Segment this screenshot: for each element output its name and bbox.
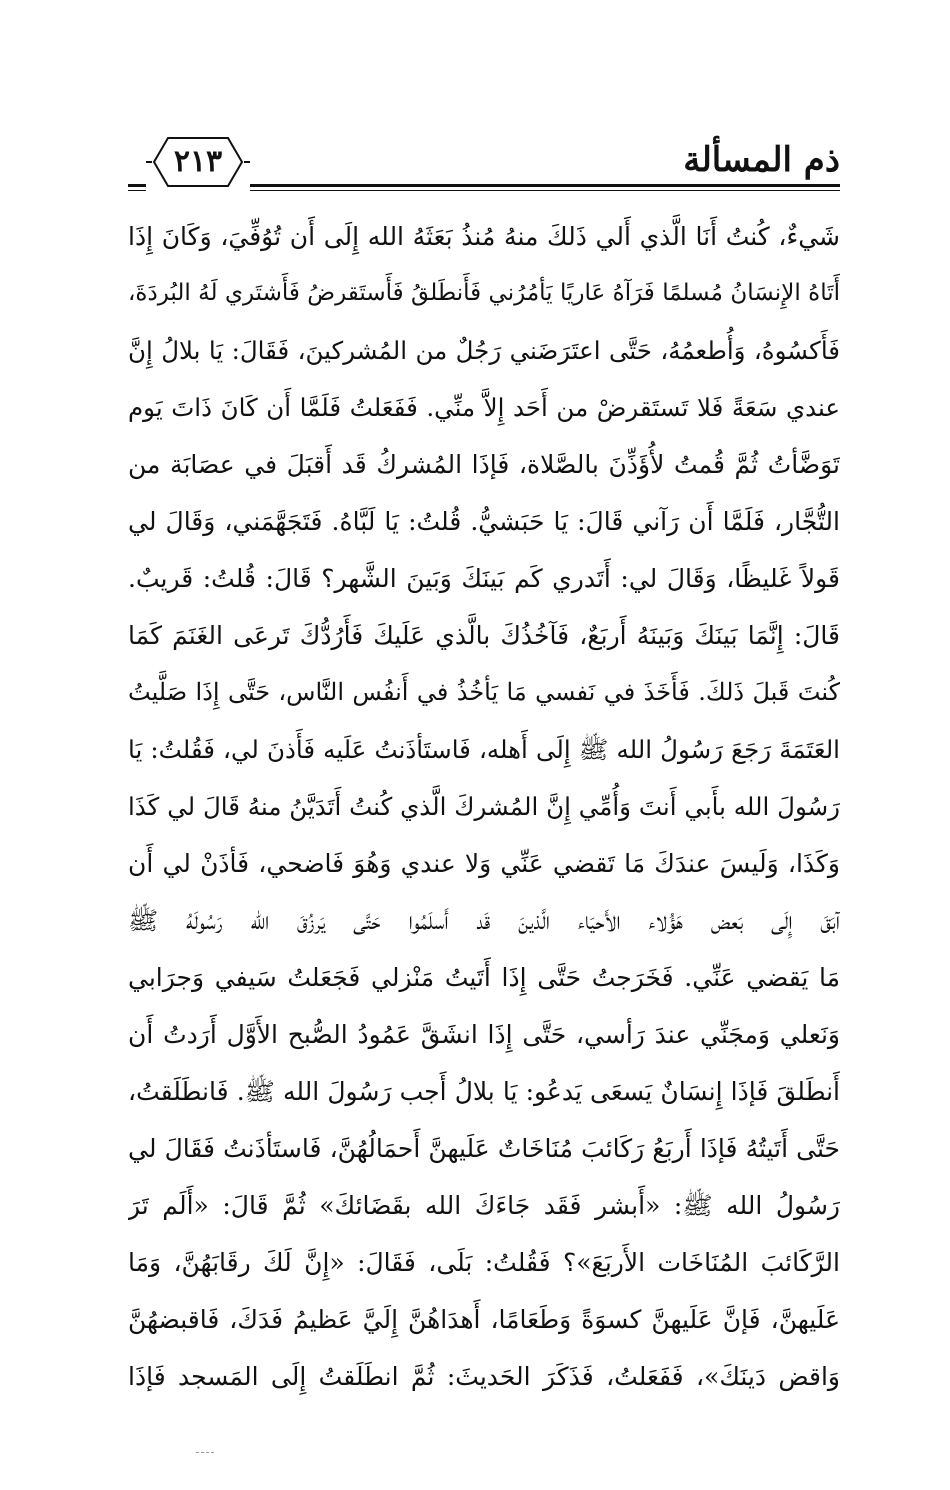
text-line: شَيءٌ، كُنتُ أَنَا الَّذي أَلي ذَلكَ منهُ مُنذُ بَعَثَهُ الله إِلَى أَن تُوُفِّيَ، وَكَانَ إِذَا <box>128 222 840 251</box>
text-line: رَسُولُ الله ﷺ: «أَبشر فَقَد جَاءَكَ الله بقَضَائكَ» ثُمَّ قَالَ: «أَلَم تَرَ <box>128 1191 840 1220</box>
text-line: حَتَّى أَتَيتُهُ فَإذَا أَربَعُ رَكَائبَ مُنَاخَاتٌ عَلَيهنَّ أَحمَالُهُنَّ، فَاستَأذَنتُ فَقَالَ لي <box>128 1134 840 1163</box>
text-line: عندي سَعَةً فَلا تَستَقرضْ من أَحَد إِلاَّ منِّي. فَفَعَلتُ فَلَمَّا أَن كَانَ ذَاتَ يَوم <box>128 393 840 422</box>
text-line: وَاقض دَينَكَ»، فَفَعَلتُ، فَذَكَرَ الحَديثَ: ثُمَّ انطَلَقتُ إِلَى المَسجد فَإذَا <box>128 1362 840 1391</box>
page-number-badge <box>146 132 250 192</box>
page-number: ٢١٣ <box>173 144 223 179</box>
running-title: ذم المسألة <box>683 140 840 180</box>
text-line: تَوَضَّأتُ ثُمَّ قُمتُ لأُؤَذِّنَ بالصَّلاة، فَإذَا المُشركُ قَد أَقبَلَ في عصَابَة من <box>128 450 840 479</box>
text-line: التُّجَّار، فَلَمَّا أَن رَآني قَالَ: يَا حَبَشيُّ. قُلتُ: يَا لَبَّاهُ. فَتَجَهَّمَني، وَقَالَ لي <box>128 507 840 536</box>
text-line: كُنتَ قَبلَ ذَلكَ. فَأَخَذَ في نَفسي مَا يَأخُذُ في أَنفُس النَّاس، حَتَّى إِذَا صَلَّيتُ <box>128 678 840 706</box>
scan-mark <box>196 1452 214 1453</box>
text-line: عَلَيهنَّ، فَإنَّ عَلَيهنَّ كسوَةً وَطَعَامًا، أَهدَاهُنَّ إِلَيَّ عَظيمُ فَدَكَ، فَاقبضهُنَّ <box>128 1305 840 1334</box>
text-line: وَكَذَا، وَلَيسَ عندَكَ مَا تَقضي عَنِّي وَلا عندي وَهُوَ فَاضحي، فَأذَنْ لي أَن <box>128 849 840 878</box>
text-line: الرَّكَائبَ المُنَاخَات الأَربَعَ»؟ فَقُلتُ: بَلَى، فَقَالَ: «إِنَّ لَكَ رقَابَهُنَّ، وَمَا <box>128 1248 840 1277</box>
text-line: فَأَكسُوهُ، وَأُطعمُهُ، حَتَّى اعتَرَضَني رَجُلٌ من المُشركينَ، فَقَالَ: يَا بلالُ إِنَّ <box>128 336 840 365</box>
text-line: قَولاً غَليظًا، وَقَالَ لي: أَتَدري كَم بَينَكَ وَبَينَ الشَّهر؟ قَالَ: قُلتُ: قَريبٌ. <box>128 564 840 593</box>
page-header <box>128 118 840 196</box>
body-text <box>128 208 840 1405</box>
text-line: قَالَ: إِنَّمَا بَينَكَ وَبَينَهُ أَربَعٌ، فَآخُذُكَ بالَّذي عَلَيكَ فَأَرُدُّكَ تَرعَى الغَنَمَ كَمَا <box>128 621 840 650</box>
text-line: رَسُولَ الله بأَبي أَنتَ وَأُمِّي إِنَّ المُشركَ الَّذي كُنتُ أَتَدَيَّنُ منهُ قَالَ لي كَذَا <box>128 792 840 821</box>
text-line: وَنَعلي وَمجَنِّي عندَ رَأسي، حَتَّى إِذَا انشَقَّ عَمُودُ الصُّبح الأَوَّل أَرَدتُ أَن <box>128 1020 840 1049</box>
text-line: أَنطَلقَ فَإذَا إِنسَانٌ يَسعَى يَدعُو: يَا بلالُ أَجب رَسُولَ الله ﷺ. فَانطَلَقتُ، <box>128 1077 840 1106</box>
text-line: العَتَمَةَ رَجَعَ رَسُولُ الله ﷺ إِلَى أَهله، فَاستَأذَنتُ عَلَيه فَأَذنَ لي، فَقُلتُ: يَا <box>128 735 840 764</box>
text-line: أَتَاهُ الإِنسَانُ مُسلمًا فَرَآهُ عَاريًا يَأمُرُني فَأَنطَلقُ فَأَستَقرضُ فَأَشتَري لَهُ البُردَةَ، <box>128 280 840 306</box>
text-line: مَا يَقضي عَنِّي. فَخَرَجتُ حَتَّى إِذَا أَتَيتُ مَنْزلي فَجَعَلتُ سَيفي وَجرَابي <box>128 963 840 992</box>
text-line: آبَقَ إِلَى بَعض هَؤُلاء الأَحيَاء الَّذينَ قَد أَسلَمُوا حَتَّى يَرزُقَ الله رَسُولَهُ ﷺ <box>128 906 840 935</box>
